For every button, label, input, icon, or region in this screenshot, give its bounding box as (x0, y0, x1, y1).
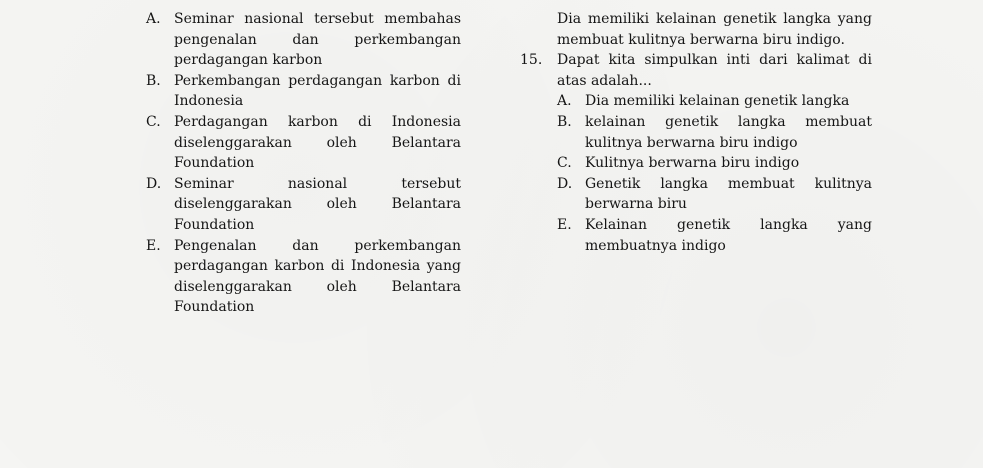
right-column (520, 9, 872, 256)
option-text: Genetik langka membuat kulitnya berwarna biru (585, 175, 872, 213)
question-text: Dapat kita simpulkan inti dari kalimat di atas adalah... (557, 52, 872, 89)
option-text: Dia memiliki kelainan genetik langka (585, 93, 850, 110)
option-letter: E. (557, 216, 572, 233)
option-letter: B. (146, 72, 161, 89)
option-d-left (146, 174, 461, 236)
option-letter: A. (557, 93, 572, 110)
passage-text: Dia memiliki kelainan genetik langka yang membuat kulitnya berwarna biru indigo. (557, 11, 872, 48)
passage-continuation (520, 9, 872, 50)
option-b-left (146, 71, 461, 112)
question-15 (520, 50, 872, 256)
left-column (146, 9, 461, 318)
option-text: Kelainan genetik langka yang membuatnya indigo (585, 216, 872, 254)
option-text: Perkembangan perdagangan karbon di Indonesia (174, 72, 461, 110)
option-letter: D. (557, 175, 573, 192)
question-number: 15. (520, 52, 543, 69)
option-letter: D. (146, 175, 162, 192)
option-text: Seminar nasional tersebut membahas pengenalan dan perkembangan perdagangan karbon (174, 11, 461, 69)
option-letter: C. (146, 113, 161, 130)
option-e-left (146, 236, 461, 318)
question-body (557, 50, 872, 256)
option-text: Kulitnya berwarna biru indigo (585, 155, 800, 172)
option-c-left (146, 112, 461, 174)
option-b-right (557, 112, 872, 153)
option-letter: A. (146, 11, 161, 27)
option-text: kelainan genetik langka membuat kulitnya berwarna biru indigo (585, 113, 872, 151)
option-e-right (557, 215, 872, 256)
option-letter: B. (557, 113, 572, 130)
option-c-right (557, 153, 872, 174)
option-a-left (146, 9, 461, 71)
option-text: Seminar nasional tersebut diselenggarakan oleh Belantara Foundation (174, 175, 461, 233)
option-letter: E. (146, 237, 161, 254)
option-text: Pengenalan dan perkembangan perdagangan karbon di Indonesia yang diselenggarakan oleh Belantara Foundation (174, 237, 461, 316)
option-d-right (557, 174, 872, 215)
option-letter: C. (557, 155, 572, 172)
option-text: Perdagangan karbon di Indonesia diselenggarakan oleh Belantara Foundation (174, 113, 461, 172)
option-a-right (557, 91, 872, 112)
